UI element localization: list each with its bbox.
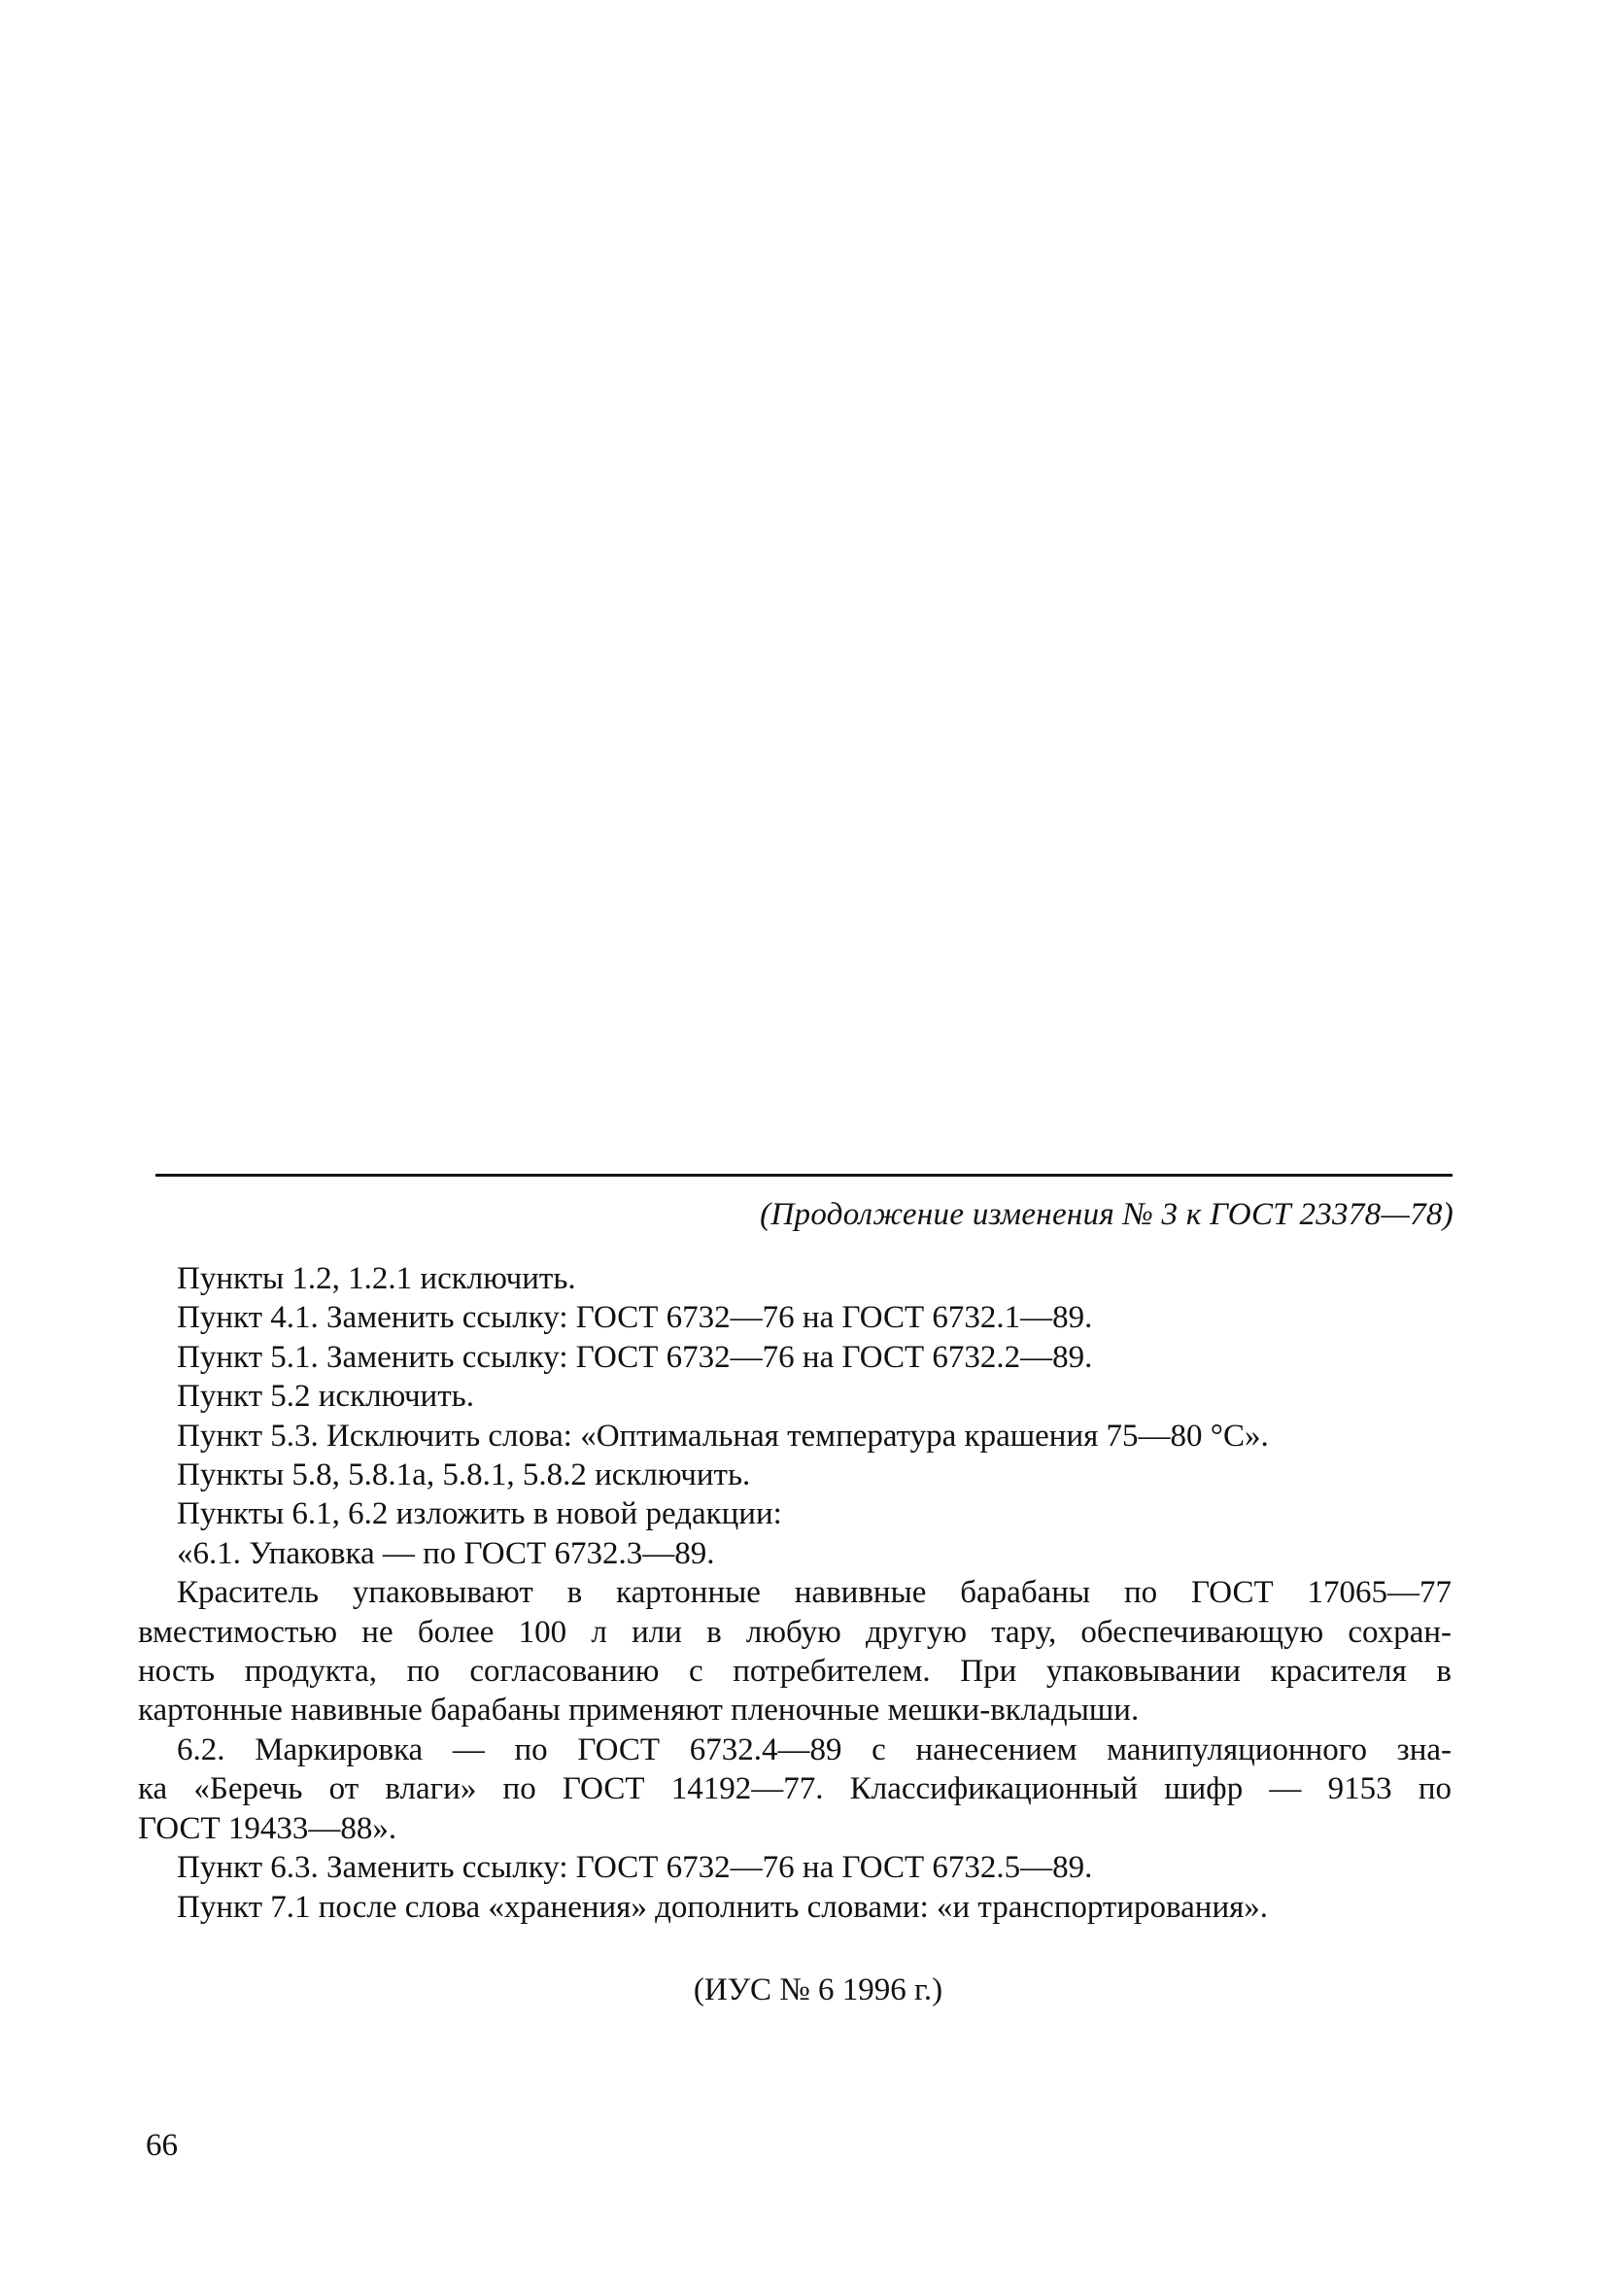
text-line: Пункт 5.2 исключить. [177, 1379, 474, 1415]
text-line: ГОСТ 19433—88». [138, 1810, 397, 1846]
text-line: Пункты 6.1, 6.2 изложить в новой редакции: [177, 1496, 782, 1532]
continuation-note: (Продолжение изменения № 3 к ГОСТ 23378—78) [760, 1197, 1453, 1232]
text-line: Пункт 6.3. Заменить ссылку: ГОСТ 6732—76 на ГОСТ 6732.5—89. [177, 1850, 1093, 1886]
text-line: ность продукта, по согласованию с потребителем. При упаковывании красителя в [138, 1654, 1452, 1690]
text-line: Пункт 7.1 после слова «хранения» дополнить словами: «и транспортирования». [177, 1889, 1269, 1925]
text-line: ка «Беречь от влаги» по ГОСТ 14192—77. Классификационный шифр — 9153 по [138, 1771, 1452, 1807]
text-line: Краситель упаковывают в картонные навивные барабаны по ГОСТ 17065—77 [177, 1575, 1452, 1611]
text-line: «6.1. Упаковка — по ГОСТ 6732.3—89. [177, 1535, 715, 1571]
source-reference: (ИУС № 6 1996 г.) [693, 1972, 943, 2007]
text-line: Пункты 5.8, 5.8.1а, 5.8.1, 5.8.2 исключить. [177, 1457, 751, 1493]
text-line: 6.2. Маркировка — по ГОСТ 6732.4—89 с нанесением манипуляционного зна- [177, 1731, 1452, 1767]
header-rule [155, 1174, 1453, 1177]
text-line: Пункты 1.2, 1.2.1 исключить. [177, 1261, 576, 1296]
text-line: Пункт 5.1. Заменить ссылку: ГОСТ 6732—76 на ГОСТ 6732.2—89. [177, 1339, 1093, 1375]
text-line: Пункт 5.3. Исключить слова: «Оптимальная температура крашения 75—80 °С». [177, 1418, 1269, 1454]
text-line: картонные навивные барабаны применяют пленочные мешки-вкладыши. [138, 1693, 1140, 1729]
text-line: вместимостью не более 100 л или в любую другую тару, обеспечивающую сохран- [138, 1614, 1452, 1650]
amendment-text [138, 1259, 1452, 1927]
text-line: Пункт 4.1. Заменить ссылку: ГОСТ 6732—76 на ГОСТ 6732.1—89. [177, 1300, 1093, 1336]
page-number: 66 [146, 2128, 178, 2163]
